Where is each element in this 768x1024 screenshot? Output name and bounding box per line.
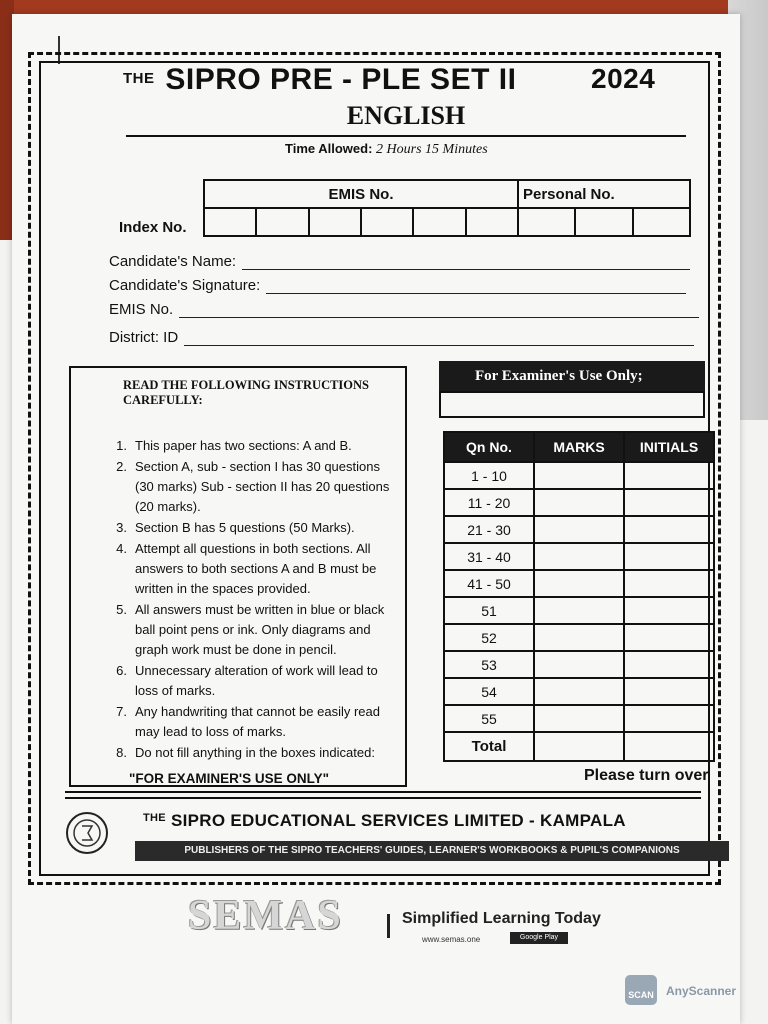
brand-divider (387, 914, 390, 938)
initials-cell[interactable] (624, 678, 714, 705)
instruction-item (71, 457, 395, 517)
marks-cell[interactable] (534, 597, 624, 624)
instruction-text: Section B has 5 questions (50 Marks). (135, 520, 355, 535)
qn-cell: 1 - 10 (444, 462, 534, 489)
table-row (444, 543, 714, 570)
time-allowed (285, 141, 488, 158)
emis-header: EMIS No. (204, 180, 518, 208)
subject-title: ENGLISH (346, 101, 466, 130)
brand-tagline: Simplified Learning Today (402, 910, 601, 927)
col-qn: Qn No. (444, 432, 534, 462)
table-row (444, 705, 714, 732)
instruction-number: 7. (116, 704, 127, 719)
instruction-number: 5. (116, 602, 127, 617)
initials-cell[interactable] (624, 705, 714, 732)
instructions-list (71, 436, 395, 763)
qn-cell: 53 (444, 651, 534, 678)
initials-cell[interactable] (624, 597, 714, 624)
please-turn-over: Please turn over (584, 767, 709, 784)
instruction-number: 2. (116, 459, 127, 474)
emis-field[interactable] (109, 301, 699, 318)
candidate-signature-line[interactable] (266, 279, 686, 294)
footer-rule (65, 791, 701, 793)
total-marks-cell[interactable] (534, 732, 624, 761)
instructions-heading: READ THE FOLLOWING INSTRUCTIONS CAREFULLY: (123, 378, 370, 407)
instruction-item (71, 518, 395, 538)
marks-cell[interactable] (534, 489, 624, 516)
emis-box[interactable] (204, 208, 256, 236)
marks-cell[interactable] (534, 624, 624, 651)
title-text: SIPRO PRE - PLE SET II (165, 63, 517, 96)
marks-cell[interactable] (534, 705, 624, 732)
qn-cell: 55 (444, 705, 534, 732)
initials-cell[interactable] (624, 624, 714, 651)
personal-box[interactable] (575, 208, 632, 236)
header-rule (126, 135, 686, 137)
exam-title (123, 63, 693, 97)
instruction-text: Do not fill anything in the boxes indicated: (135, 745, 375, 760)
col-initials: INITIALS (624, 432, 714, 462)
emis-box[interactable] (413, 208, 465, 236)
qn-cell: 52 (444, 624, 534, 651)
initials-cell[interactable] (624, 570, 714, 597)
total-row (444, 732, 714, 761)
instruction-text: Section A, sub - section I has 30 questions (30 marks) Sub - section II has 20 questions (20 marks). (135, 459, 390, 514)
district-field[interactable] (109, 329, 694, 346)
total-label: Total (444, 732, 534, 761)
index-table (203, 179, 691, 237)
initials-cell[interactable] (624, 489, 714, 516)
personal-box[interactable] (518, 208, 575, 236)
candidate-name-field[interactable] (109, 253, 690, 270)
table-row (444, 516, 714, 543)
instruction-number: 3. (116, 520, 127, 535)
instructions-footer: "FOR EXAMINER'S USE ONLY" (129, 771, 330, 786)
emis-box[interactable] (309, 208, 361, 236)
seal-graphic (68, 814, 106, 852)
personal-box[interactable] (633, 208, 690, 236)
instruction-item (71, 661, 395, 701)
table-row (444, 462, 714, 489)
scanner-watermark: AnyScanner (666, 984, 737, 998)
total-initials-cell[interactable] (624, 732, 714, 761)
footer-rule-2 (65, 797, 701, 799)
company-the: THE (143, 812, 166, 824)
initials-cell[interactable] (624, 516, 714, 543)
instruction-item (71, 743, 395, 763)
time-label: Time Allowed: (285, 141, 373, 156)
marks-header-row (444, 432, 714, 462)
qn-cell: 54 (444, 678, 534, 705)
marks-cell[interactable] (534, 462, 624, 489)
emis-box[interactable] (466, 208, 518, 236)
emis-box[interactable] (361, 208, 413, 236)
instructions-box (69, 366, 407, 787)
title-year: 2024 (591, 63, 656, 94)
emis-line[interactable] (179, 303, 699, 318)
qn-cell: 51 (444, 597, 534, 624)
candidate-signature-field[interactable] (109, 277, 686, 294)
dashed-border (28, 52, 721, 885)
index-label: Index No. (119, 219, 187, 236)
instruction-text: Any handwriting that cannot be easily read may lead to loss of marks. (135, 704, 380, 739)
google-play-badge: Google Play (510, 932, 568, 944)
instruction-item (71, 702, 395, 742)
instruction-number: 1. (116, 438, 127, 453)
instruction-item (71, 539, 395, 599)
marks-cell[interactable] (534, 651, 624, 678)
table-row (444, 624, 714, 651)
instruction-text: Unnecessary alteration of work will lead to loss of marks. (135, 663, 378, 698)
instruction-number: 6. (116, 663, 127, 678)
marks-cell[interactable] (534, 678, 624, 705)
instruction-item (71, 436, 395, 456)
qn-cell: 11 - 20 (444, 489, 534, 516)
table-row (444, 489, 714, 516)
semas-logo: SEMAS (188, 893, 343, 939)
candidate-name-line[interactable] (242, 255, 690, 270)
marks-cell[interactable] (534, 570, 624, 597)
brand-url: www.semas.one (422, 935, 481, 944)
instruction-text: Attempt all questions in both sections. All answers to both sections A and B must be written in the spaces provided. (135, 541, 377, 596)
exam-sheet (12, 14, 740, 1024)
emis-label: EMIS No. (109, 301, 174, 318)
sipro-seal-icon (66, 812, 108, 854)
emis-box[interactable] (256, 208, 308, 236)
qn-cell: 21 - 30 (444, 516, 534, 543)
instruction-number: 4. (116, 541, 127, 556)
table-row (444, 597, 714, 624)
instruction-text: This paper has two sections: A and B. (135, 438, 352, 453)
qn-cell: 31 - 40 (444, 543, 534, 570)
district-line[interactable] (184, 331, 694, 346)
examiner-heading: For Examiner's Use Only; (439, 361, 705, 391)
col-marks: MARKS (534, 432, 624, 462)
initials-cell[interactable] (624, 651, 714, 678)
district-label: District: ID (109, 329, 179, 346)
scanner-app-icon: SCAN (625, 975, 657, 1005)
marks-table (443, 431, 715, 762)
table-row (444, 678, 714, 705)
company-name (143, 811, 626, 831)
marks-cell[interactable] (534, 516, 624, 543)
candidate-name-label: Candidate's Name: (109, 253, 237, 270)
instruction-text: All answers must be written in blue or black ball point pens or ink. Only diagrams and graph work must be done in pencil. (135, 602, 385, 657)
publisher-banner: PUBLISHERS OF THE SIPRO TEACHERS' GUIDES, LEARNER'S WORKBOOKS & PUPIL'S COMPANIONS (135, 841, 729, 861)
qn-cell: 41 - 50 (444, 570, 534, 597)
table-row (444, 570, 714, 597)
personal-header: Personal No. (518, 180, 690, 208)
marks-cell[interactable] (534, 543, 624, 570)
candidate-signature-label: Candidate's Signature: (109, 277, 261, 294)
company-text: SIPRO EDUCATIONAL SERVICES LIMITED - KAMPALA (170, 811, 626, 830)
table-row (444, 651, 714, 678)
instruction-number: 8. (116, 745, 127, 760)
initials-cell[interactable] (624, 543, 714, 570)
instruction-item (71, 600, 395, 660)
title-the: THE (123, 70, 155, 87)
time-value: 2 Hours 15 Minutes (376, 142, 488, 157)
initials-cell[interactable] (624, 462, 714, 489)
examiner-box (439, 391, 705, 418)
